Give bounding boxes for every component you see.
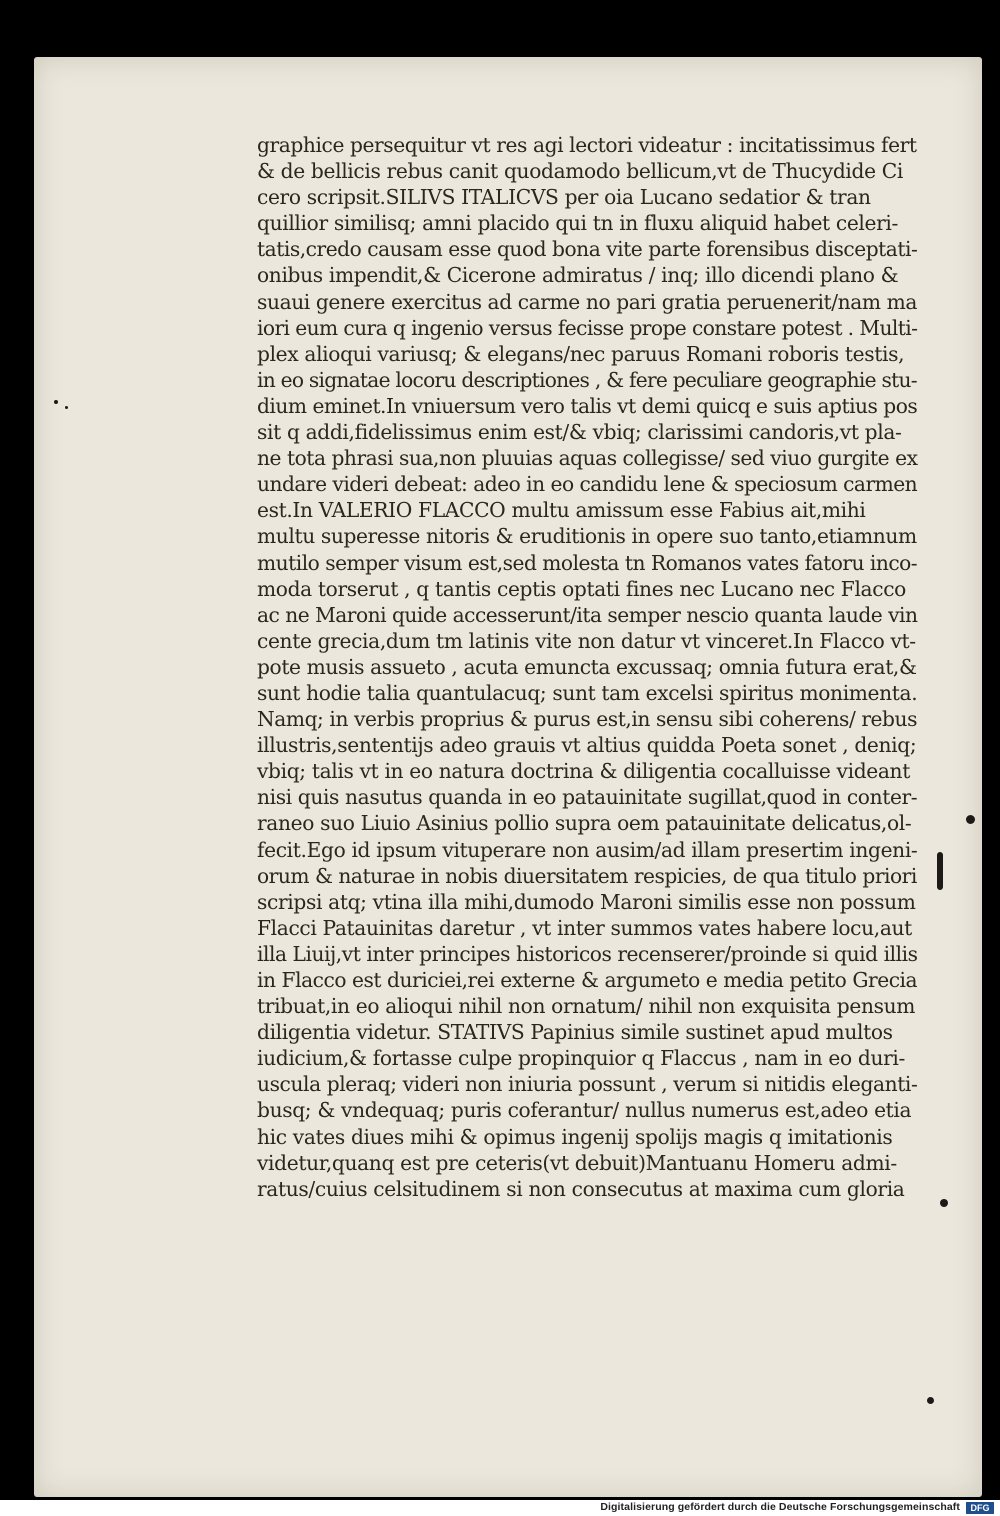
text-line: iori eum cura q ingenio versus fecisse prope constare potest . Multi-	[257, 315, 918, 340]
text-line: cero scripsit.SILIVS ITALICVS per oia Lucano sedatior & tran	[257, 185, 871, 210]
text-line: & de bellicis rebus canit quodamodo bellicum,vt de Thucydide Ci	[257, 159, 903, 184]
text-line: ratus/cuius celsitudinem si non consecutus at maxima cum gloria	[257, 1176, 905, 1201]
funding-credit: Digitalisierung gefördert durch die Deutsche Forschungsgemeinschaft	[600, 1501, 960, 1513]
text-line: tatis,credo causam esse quod bona vite parte forensibus disceptati-	[257, 237, 918, 262]
text-line: in Flacco est duriciei,rei externe & argumeto e media petito Grecia	[257, 968, 918, 992]
text-line: raneo suo Liuio Asinius pollio supra oem patauinitate delicatus,ol-	[257, 811, 912, 836]
ink-speck	[54, 400, 58, 404]
text-line: illustris,sententijs adeo grauis vt altius quidda Poeta sonet , deniq;	[257, 733, 917, 758]
text-line: illa Liuij,vt inter principes historicos recenserer/proinde si quid illis	[257, 941, 918, 966]
ink-speck	[966, 815, 975, 824]
text-line: undare videri debeat: adeo in eo candidu lene & speciosum carmen	[257, 472, 918, 497]
text-line: vbiq; talis vt in eo natura doctrina & diligentia cocalluisse videant	[257, 759, 910, 784]
text-line: busq; & vndequaq; puris coferantur/ nullus numerus est,adeo etia	[257, 1098, 912, 1123]
text-line: iudicium,& fortasse culpe propinquior q Flaccus , nam in eo duri-	[257, 1046, 905, 1071]
text-line: fecit.Ego id ipsum vituperare non ausim/ad illam presertim ingeni-	[257, 837, 918, 862]
text-line: quillior similisq; amni placido qui tn in fluxu aliquid habet celeri-	[257, 211, 899, 236]
text-line: suaui genere exercitus ad carme no pari gratia peruenerit/nam ma	[257, 289, 918, 314]
text-line: ne tota phrasi sua,non pluuias aquas collegisse/ sed viuo gurgite ex	[257, 446, 918, 471]
ink-speck	[940, 1199, 948, 1207]
text-line: scripsi atq; vtina illa mihi,dumodo Maroni similis esse non possum	[257, 889, 916, 914]
text-line: pote musis assueto , acuta emuncta excussaq; omnia futura erat,&	[257, 654, 917, 679]
text-line: Namq; in verbis proprius & purus est,in sensu sibi coherens/ rebus	[257, 707, 918, 732]
text-line: orum & naturae in nobis diuersitatem respicies, de qua titulo priori	[257, 863, 917, 888]
text-line: tribuat,in eo alioqui nihil non ornatum/ nihil non exquisita pensum	[257, 994, 916, 1019]
page-body-text	[257, 132, 917, 1202]
ink-speck	[937, 852, 943, 890]
text-line: graphice persequitur vt res agi lectori videatur : incitatissimus fert	[257, 133, 917, 157]
footer-bar	[0, 1500, 1000, 1516]
text-line: onibus impendit,& Cicerone admiratus / inq; illo dicendi plano &	[257, 263, 899, 288]
text-line: mutilo semper visum est,sed molesta tn Romanos vates fatoru inco-	[257, 550, 918, 575]
text-line: cente grecia,dum tm latinis vite non datur vt vinceret.In Flacco vt-	[257, 628, 916, 653]
text-line: ac ne Maroni quide accesserunt/ita semper nescio quanta laude vin	[257, 602, 918, 627]
text-line: multu superesse nitoris & eruditionis in opere suo tanto,etiamnum	[257, 524, 917, 549]
text-line: dium eminet.In vniuersum vero talis vt demi quicq e suis aptius pos	[257, 393, 918, 418]
text-line: plex alioqui variusq; & elegans/nec paruus Romani roboris testis,	[257, 341, 905, 366]
text-line: nisi quis nasutus quanda in eo patauinitate sugillat,quod in conter-	[257, 785, 918, 810]
ink-speck	[927, 1397, 934, 1404]
text-line: hic vates diues mihi & opimus ingenij spolijs magis q imitationis	[257, 1124, 893, 1149]
text-line: videtur,quanq est pre ceteris(vt debuit)Mantuanu Homeru admi-	[257, 1150, 897, 1175]
text-line: sunt hodie talia quantulacuq; sunt tam excelsi spiritus monimenta.	[257, 680, 918, 705]
ink-speck	[65, 406, 68, 409]
dfg-logo: DFG	[966, 1502, 994, 1514]
text-line: Flacci Patauinitas daretur , vt inter summos vates habere locu,aut	[257, 915, 912, 940]
text-line: moda torserut , q tantis ceptis optati fines nec Lucano nec Flacco	[257, 576, 906, 601]
text-line: sit q addi,fidelissimus enim est/& vbiq; clarissimi candoris,vt pla-	[257, 420, 902, 445]
text-line: in eo signatae locoru descriptiones , & fere peculiare geographie stu-	[257, 367, 917, 392]
text-line: diligentia videtur. STATIVS Papinius simile sustinet apud multos	[257, 1020, 893, 1045]
text-line: est.In VALERIO FLACCO multu amissum esse Fabius ait,mihi	[257, 498, 866, 523]
text-line: uscula pleraq; videri non iniuria possunt , verum si nitidis eleganti-	[257, 1072, 918, 1097]
